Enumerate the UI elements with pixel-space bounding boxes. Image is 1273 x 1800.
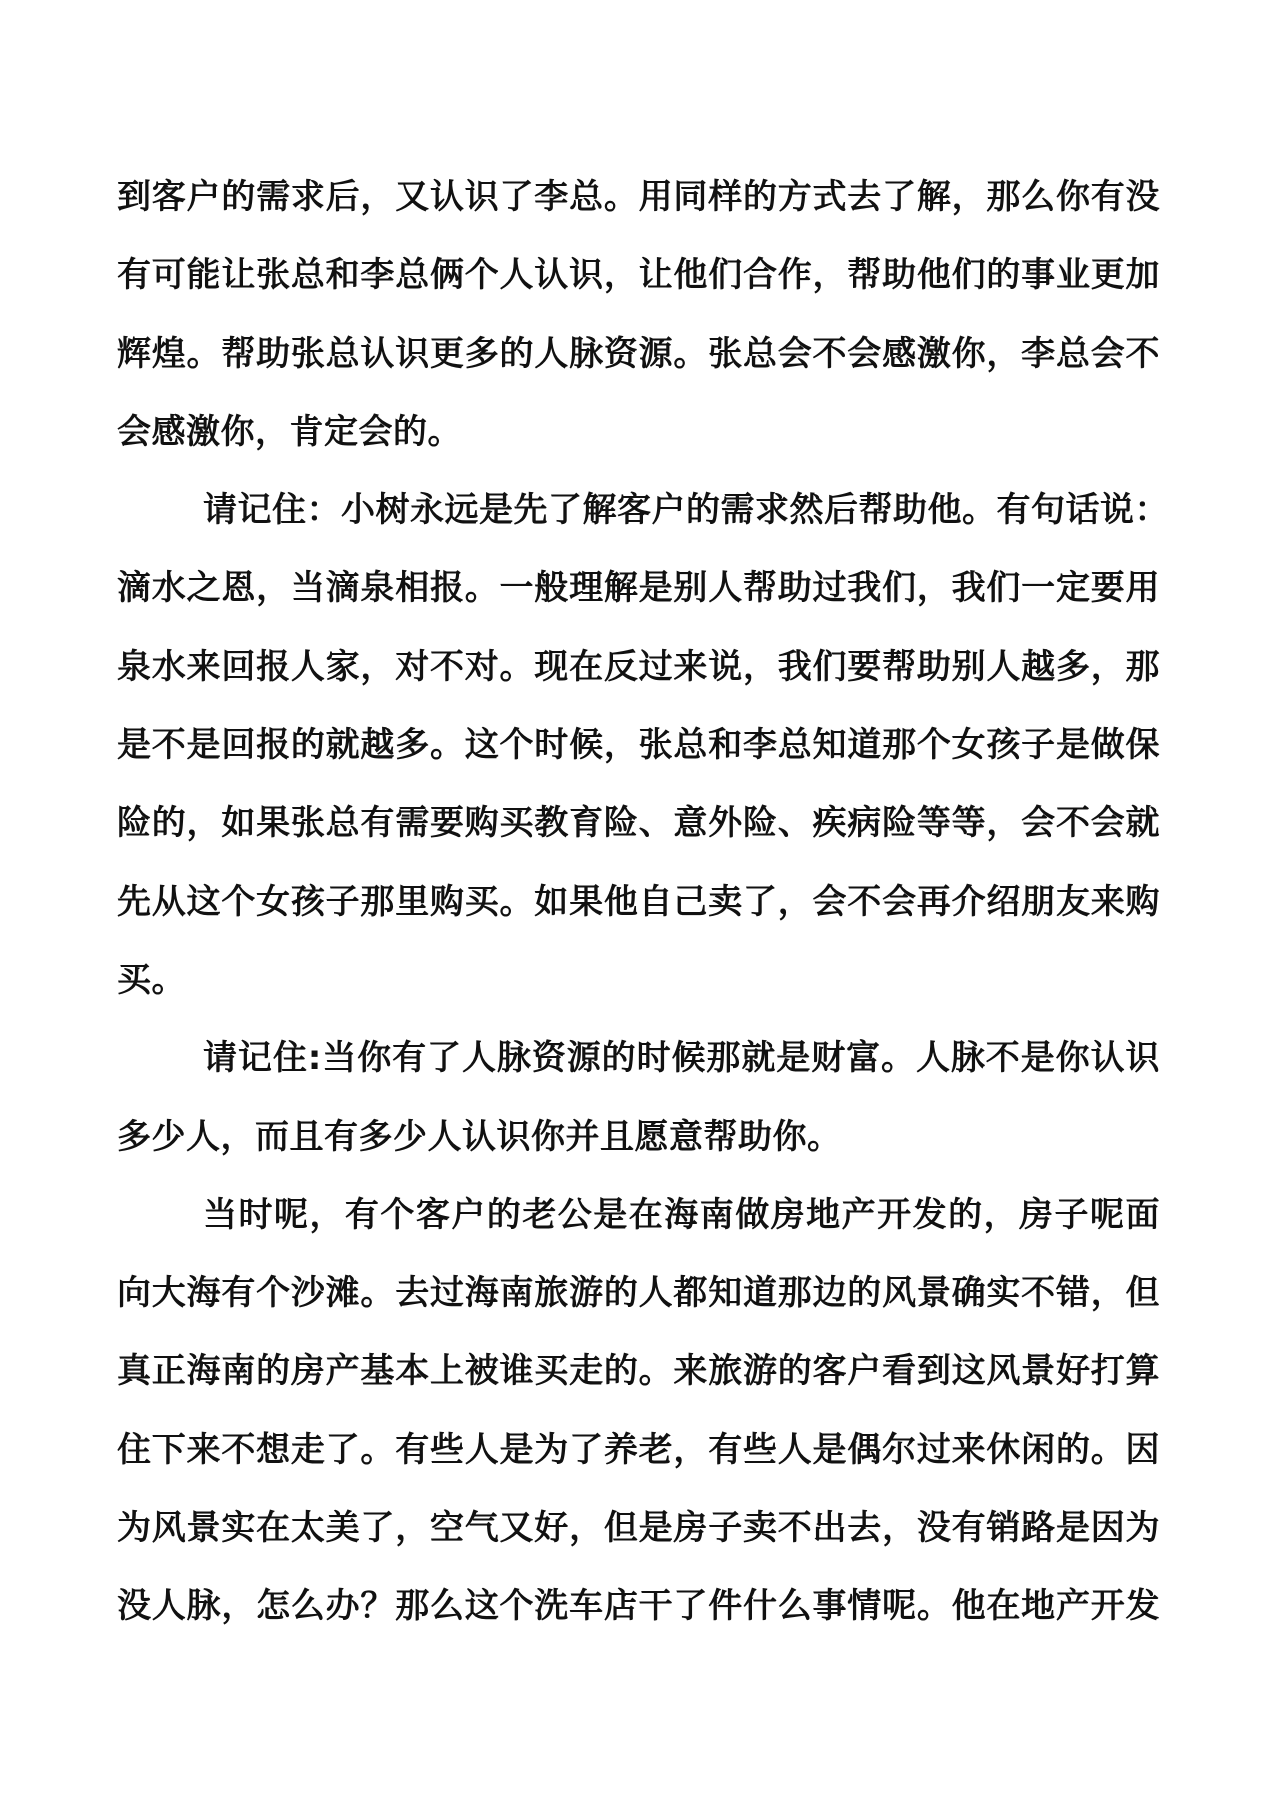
text-line: 是不是回报的就越多。这个时候，张总和李总知道那个女孩子是做保 — [117, 725, 1160, 766]
text-line: 请记住：小树永远是先了解客户的需求然后帮助他。有句话说： — [203, 490, 1169, 531]
text-line: 当时呢，有个客户的老公是在海南做房地产开发的，房子呢面 — [203, 1194, 1160, 1235]
text-line: 买。 — [117, 959, 186, 1000]
text-line: 请记住:当你有了人脉资源的时候那就是财富。人脉不是你认识 — [203, 1038, 1160, 1079]
document-body — [117, 158, 1169, 1646]
text-line: 有可能让张总和李总俩个人认识，让他们合作，帮助他们的事业更加 — [117, 255, 1160, 296]
text-line: 辉煌。帮助张总认识更多的人脉资源。张总会不会感激你，李总会不 — [117, 333, 1160, 374]
text-line: 到客户的需求后，又认识了李总。用同样的方式去了解，那么你有没 — [117, 177, 1160, 217]
text-line: 滴水之恩，当滴泉相报。一般理解是别人帮助过我们，我们一定要用 — [117, 568, 1160, 609]
text-line: 为风景实在太美了，空气又好，但是房子卖不出去，没有销路是因为 — [117, 1508, 1160, 1549]
text-line: 住下来不想走了。有些人是为了养老，有些人是偶尔过来休闲的。因 — [117, 1429, 1160, 1470]
text-line: 没人脉，怎么办？那么这个洗车店干了件什么事情呢。他在地产开发 — [117, 1586, 1160, 1627]
text-line: 先从这个女孩子那里购买。如果他自己卖了，会不会再介绍朋友来购 — [117, 881, 1160, 922]
text-line: 会感激你，肯定会的。 — [117, 411, 462, 452]
text-line: 泉水来回报人家，对不对。现在反过来说，我们要帮助别人越多，那 — [117, 646, 1160, 687]
text-line: 多少人，而且有多少人认识你并且愿意帮助你。 — [117, 1116, 842, 1157]
text-line: 向大海有个沙滩。去过海南旅游的人都知道那边的风景确实不错，但 — [117, 1273, 1160, 1314]
text-line: 真正海南的房产基本上被谁买走的。来旅游的客户看到这风景好打算 — [117, 1351, 1160, 1392]
text-line: 险的，如果张总有需要购买教育险、意外险、疾病险等等，会不会就 — [117, 803, 1160, 844]
